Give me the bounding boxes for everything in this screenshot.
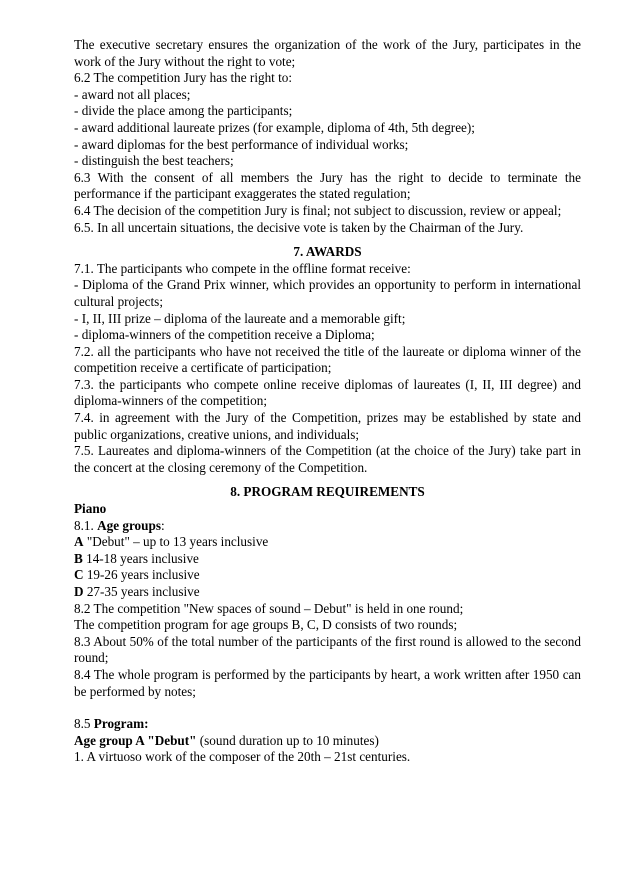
s7-5-paragraph: 7.5. Laureates and diploma-winners of the Competition (at the choice of the Jury) take part in the concert at the closing ceremony of the Competition.: [74, 443, 581, 475]
s8-1-suffix: :: [160, 517, 165, 533]
s6-4-paragraph: 6.4 The decision of the competition Jury is final; not subject to discussion, review or appeal;: [74, 202, 562, 218]
age-groups-title: Age groups: [97, 517, 161, 533]
group-a-title: Age group A "Debut": [74, 732, 197, 748]
age-group-b: [74, 551, 581, 568]
list-item: - diploma-winners of the competition receive a Diploma;: [74, 327, 375, 343]
list-item: - divide the place among the participants;: [74, 103, 293, 119]
list-item: - award additional laureate prizes (for example, diploma of 4th, 5th degree);: [74, 119, 475, 135]
group-text: 27-35 years inclusive: [83, 584, 200, 599]
section-heading-program: 8. PROGRAM REQUIREMENTS: [230, 484, 425, 500]
s6-2-paragraph: 6.2 The competition Jury has the right to:: [74, 70, 293, 86]
group-letter: B: [74, 550, 83, 566]
program-item-1: 1. A virtuoso work of the composer of the 20th – 21st centuries.: [74, 749, 411, 765]
group-text: "Debut" – up to 13 years inclusive: [83, 534, 269, 550]
s7-3-paragraph: 7.3. the participants who compete online receive diplomas of laureates (I, II, III degree) and diploma-winners of the competition;: [74, 376, 581, 409]
age-group-a-program: [74, 733, 581, 750]
group-letter: C: [74, 567, 84, 583]
s7-2-paragraph: 7.2. all the participants who have not received the title of the laureate or diploma winner of the competition receive a certificate of participation;: [74, 343, 581, 376]
document-page: [74, 37, 581, 766]
s7-4-paragraph: 7.4. in agreement with the Jury of the Competition, prizes may be established by state and public organizations, creative unions, and individuals;: [74, 410, 581, 442]
s6-3-paragraph: 6.3 With the consent of all members the Jury has the right to decide to terminate the performance if the participant exaggerates the stated regulation;: [74, 169, 581, 202]
s8-5-prefix: 8.5: [74, 716, 94, 732]
s8-2-paragraph: 8.2 The competition "New spaces of sound – Debut" is held in one round;: [74, 600, 464, 616]
group-text: 19-26 years inclusive: [83, 567, 200, 583]
s8-5-paragraph: [74, 716, 581, 733]
section-heading-awards: 7. AWARDS: [293, 244, 362, 260]
s6-paragraph: The executive secretary ensures the organization of the work of the Jury, participates in the work of the Jury without the right to vote;: [74, 37, 581, 69]
s8-1-paragraph: [74, 518, 581, 535]
program-title: Program:: [93, 716, 149, 732]
spacer: [74, 700, 581, 716]
s8-3-paragraph: 8.3 About 50% of the total number of the participants of the first round is allowed to the second round;: [74, 633, 581, 666]
list-item: - distinguish the best teachers;: [74, 153, 234, 169]
subheading-text: Piano: [74, 501, 107, 517]
s7-1-paragraph: 7.1. The participants who compete in the offline format receive:: [74, 260, 411, 276]
list-item: - award diplomas for the best performance of individual works;: [74, 136, 409, 152]
age-group-d: [74, 584, 581, 601]
s6-5-paragraph: 6.5. In all uncertain situations, the decisive vote is taken by the Chairman of the Jury.: [74, 219, 524, 235]
age-group-c: [74, 567, 581, 584]
subheading-piano: [74, 501, 581, 518]
s8-1-prefix: 8.1.: [74, 517, 98, 533]
group-a-note: (sound duration up to 10 minutes): [196, 732, 379, 748]
group-letter: A: [74, 534, 84, 550]
s8-2b-paragraph: The competition program for age groups B, C, D consists of two rounds;: [74, 617, 458, 633]
group-letter: D: [74, 584, 84, 599]
group-text: 14-18 years inclusive: [82, 550, 199, 566]
list-item: - Diploma of the Grand Prix winner, which provides an opportunity to perform in international cultural projects;: [74, 277, 581, 309]
s8-4-paragraph: 8.4 The whole program is performed by the participants by heart, a work written after 1950 can be performed by notes;: [74, 666, 581, 699]
list-item: - I, II, III prize – diploma of the laureate and a memorable gift;: [74, 310, 406, 326]
list-item: - award not all places;: [74, 86, 191, 102]
age-group-a: [74, 534, 581, 551]
